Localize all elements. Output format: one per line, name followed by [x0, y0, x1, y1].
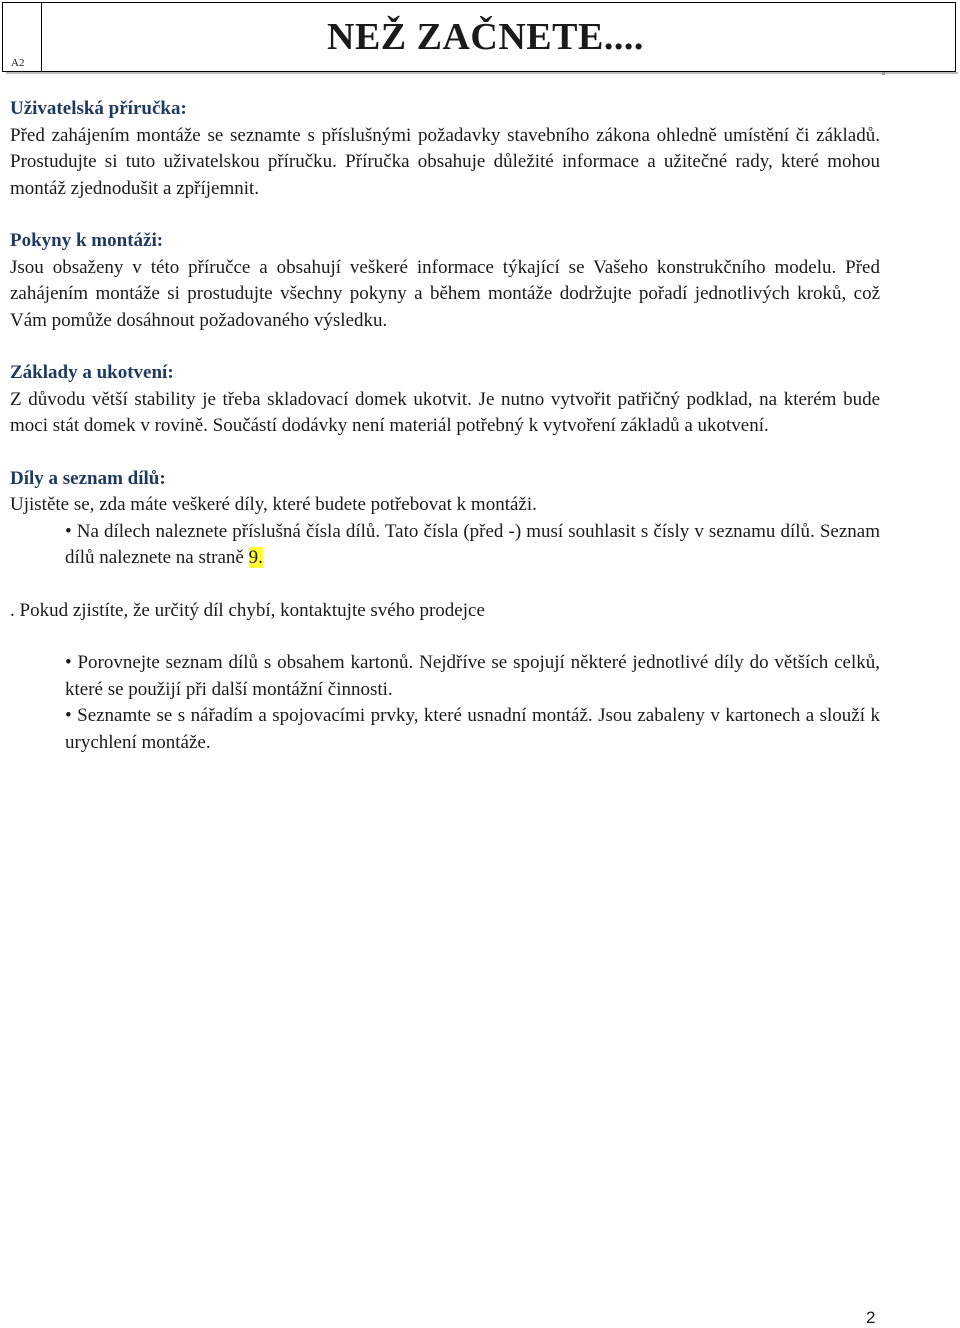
section-text-foundation: Z důvodu větší stability je třeba skladovací domek ukotvit. Je nutno vytvořit patřičný podklad, na kterém bude moci stát domek v rovině. Součástí dodávky není materiál potřebný k vytvoření základů a ukotvení. [10, 388, 880, 436]
parts-bullet-compare: • Porovnejte seznam dílů s obsahem kartonů. Nejdříve se spojují některé jednotlivé díly do větších celků, které se použijí při další montážní činnosti. [65, 652, 880, 700]
parts-list-page-ref: 9. [248, 547, 263, 568]
section-user-manual [10, 96, 880, 202]
header-box [2, 2, 956, 72]
parts-intro: Ujistěte se, zda máte veškeré díly, které budete potřebovat k montáži. [10, 494, 537, 515]
page-title: NEŽ ZAČNETE.... [327, 16, 644, 58]
parts-bullet-part-numbers-text: • Na dílech naleznete příslušná čísla dílů. Tato čísla (před -) musí souhlasit s čísly v seznamu dílů. Seznam dílů naleznete na straně [65, 520, 880, 568]
section-assembly-instructions [10, 228, 880, 334]
header-mark [882, 72, 885, 75]
section-heading-parts: Díly a seznam dílů: [10, 467, 166, 489]
header-shadow [6, 72, 958, 74]
section-text-user-manual: Před zahájením montáže se seznamte s příslušnými požadavky stavebního zákona ohledně umístění či základů. Prostudujte si tuto uživatelskou příručku. Příručka obsahuje důležité informace a užitečné rady, které mohou montáž zjednodušit a zpříjemnit. [10, 124, 880, 199]
header-divider [41, 3, 42, 71]
document-body [10, 96, 880, 756]
spacer [10, 572, 880, 598]
page-number: 2 [866, 1308, 876, 1327]
spacer [10, 624, 880, 650]
header-code: A2 [11, 57, 25, 69]
section-heading-assembly-instructions: Pokyny k montáži: [10, 230, 164, 251]
section-heading-user-manual: Uživatelská příručka: [10, 98, 187, 119]
section-text-assembly-instructions: Jsou obsaženy v této příručce a obsahují veškeré informace týkající se Vašeho konstrukčního modelu. Před zahájením montáže si prostudujte všechny pokyny a během montáže dodržujte pořadí jednotlivých kroků, což Vám pomůže dosáhnout požadovaného výsledku. [10, 256, 880, 331]
parts-missing-note: . Pokud zjistíte, že určitý díl chybí, kontaktujte svého prodejce [10, 599, 485, 621]
section-parts [10, 466, 880, 757]
parts-bullet-tools: • Seznamte se s nářadím a spojovacími prvky, které usnadní montáž. Jsou zabaleny v kartonech a slouží k urychlení montáže. [65, 705, 880, 753]
section-heading-foundation: Základy a ukotvení: [10, 362, 174, 383]
section-foundation [10, 360, 880, 440]
parts-bullet-part-numbers [65, 519, 880, 572]
